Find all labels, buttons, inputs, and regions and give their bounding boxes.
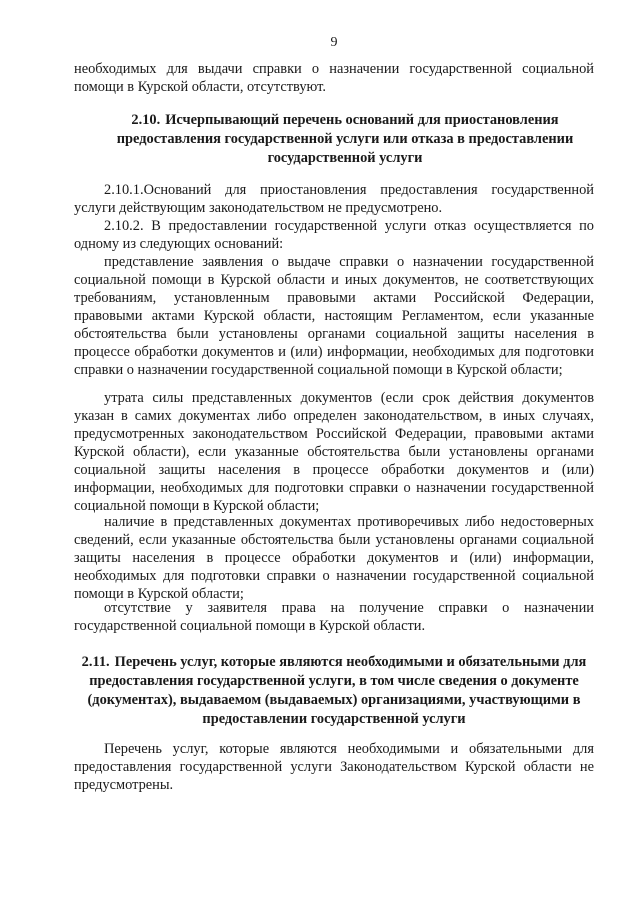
section-title: Перечень услуг, которые являются необходимыми и обязательными для предоставления государственной услуги, в том числе сведения о документе (документах), выдаваемом (выдаваемых) организациями, участвующими в предоставлении государственной услуги (87, 654, 587, 727)
refusal-ground-1: представление заявления о выдаче справки о назначении государственной социальной помощи в Курской области и иных документов, не соответствующих требованиям, установленным правовыми актами Российской Федерации, правовыми актами Курской области, настоящим Регламентом, если указанные обстоятельства были установлены органами социальной защиты населения в процессе обработки документов и (или) информации, необходимых для подготовки справки о назначении государственной социальной помощи в Курской области; (74, 254, 594, 378)
section-heading-2-10 (110, 111, 580, 168)
refusal-ground-2: утрата силы представленных документов (если срок действия документов указан в самих документах либо определен законодательством, в иных случаях, предусмотренных законодательством Российской Федерации, правовыми актами Курской области), если указанные обстоятельства были установлены органами социальной защиты населения в процессе обработки документов и (или) информации, необходимых для подготовки справки о назначении государственной социальной помощи в Курской области; (74, 390, 594, 514)
refusal-ground-4: отсутствие у заявителя права на получение справки о назначении государственной социальной помощи в Курской области. (74, 600, 594, 634)
refusal-ground-3: наличие в представленных документах противоречивых либо недостоверных сведений, если указанные обстоятельства были установлены органами социальной защиты населения в процессе обработки документов и (или) информации, необходимых для подготовки справки о назначении государственной социальной помощи в Курской области; (74, 514, 594, 602)
continuation-paragraph: необходимых для выдачи справки о назначении государственной социальной помощи в Курской области, отсутствуют. (74, 61, 594, 95)
paragraph-2-11: Перечень услуг, которые являются необходимыми и обязательными для предоставления государственной услуги Законодательством Курской области не предусмотрены. (74, 741, 594, 793)
page-number: 9 (330, 35, 338, 50)
paragraph-2-10-2: 2.10.2. В предоставлении государственной услуги отказ осуществляется по одному из следующих оснований: (74, 218, 594, 252)
section-number: 2.10. (131, 112, 161, 128)
section-heading-2-11 (80, 653, 588, 729)
paragraph-2-10-1: 2.10.1.Оснований для приостановления предоставления государственной услуги действующим законодательством не предусмотрено. (74, 182, 594, 216)
section-number: 2.11. (81, 654, 110, 670)
section-title: Исчерпывающий перечень оснований для приостановления предоставления государственной услуги или отказа в предоставлении государственной услуги (116, 112, 574, 166)
